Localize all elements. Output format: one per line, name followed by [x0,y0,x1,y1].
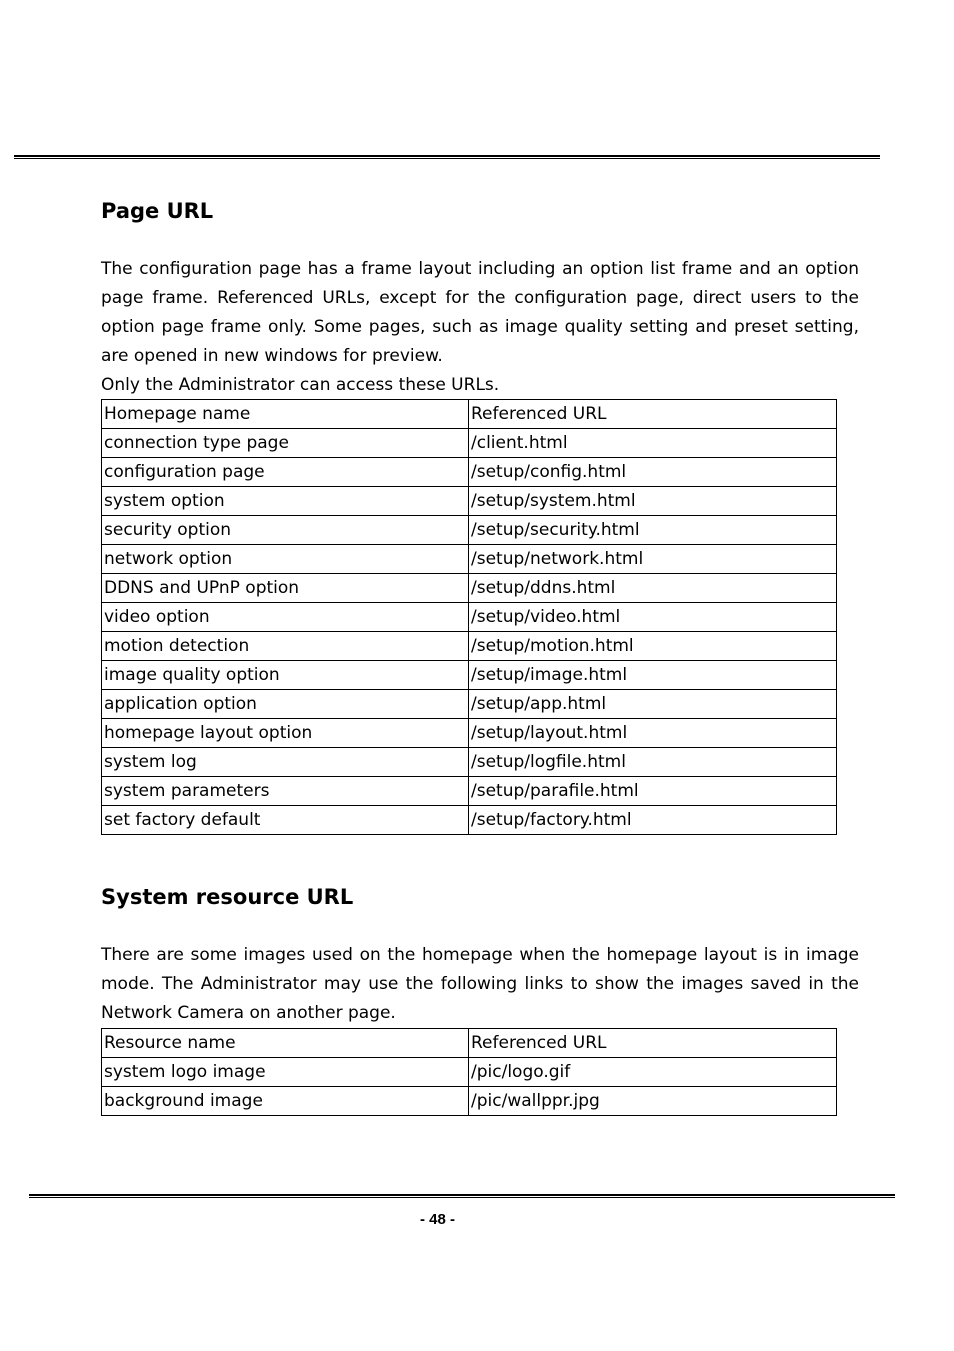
table-row [102,574,837,603]
page-number: - 48 - [419,1211,455,1228]
table-row [102,748,837,777]
section-title-page-url: Page URL [101,199,214,223]
row-url-cell: /setup/motion.html [469,632,837,661]
row-url-cell: /setup/parafile.html [469,777,837,806]
table-row [102,487,837,516]
row-url-cell: /setup/security.html [469,516,837,545]
row-name-cell: image quality option [102,661,469,690]
row-url-cell: /setup/image.html [469,661,837,690]
row-url-cell: /setup/factory.html [469,806,837,835]
table-row [102,545,837,574]
row-url-cell: /setup/layout.html [469,719,837,748]
row-name-cell: connection type page [102,429,469,458]
paragraph-line: There are some images used on the homepage when the homepage layout is in image [101,945,859,965]
system-resource-paragraph [101,941,859,1028]
table-header-row [102,400,837,429]
paragraph-line: The configuration page has a frame layout including an option list frame and an option [101,259,859,279]
table-row [102,690,837,719]
table-row [102,632,837,661]
page-url-paragraph [101,255,859,400]
row-name-cell: DDNS and UPnP option [102,574,469,603]
paragraph-line: Network Camera on another page. [101,1003,396,1023]
resource-url-table [101,1028,837,1116]
row-name-cell: video option [102,603,469,632]
row-name-cell: configuration page [102,458,469,487]
row-name-cell: application option [102,690,469,719]
column-header-name: Homepage name [102,400,469,429]
table-row [102,777,837,806]
table-row [102,603,837,632]
column-header-name: Resource name [102,1029,469,1058]
row-name-cell: system parameters [102,777,469,806]
paragraph-line: option page frame only. Some pages, such as image quality setting and preset setting, [101,317,859,337]
row-url-cell: /setup/network.html [469,545,837,574]
table-row [102,661,837,690]
paragraph-line: mode. The Administrator may use the following links to show the images saved in the [101,974,859,994]
table-row [102,458,837,487]
row-url-cell: /client.html [469,429,837,458]
table-row [102,1087,837,1116]
row-url-cell: /setup/logfile.html [469,748,837,777]
page-url-table [101,399,837,835]
table-row [102,429,837,458]
footer-rule [29,1194,895,1198]
row-name-cell: background image [102,1087,469,1116]
row-name-cell: motion detection [102,632,469,661]
row-name-cell: system log [102,748,469,777]
row-name-cell: security option [102,516,469,545]
table-row [102,516,837,545]
section-title-system-resource-url: System resource URL [101,885,354,909]
paragraph-line: page frame. Referenced URLs, except for the configuration page, direct users to the [101,288,859,308]
table-row [102,1058,837,1087]
row-name-cell: system logo image [102,1058,469,1087]
row-url-cell: /setup/ddns.html [469,574,837,603]
row-url-cell: /setup/app.html [469,690,837,719]
row-url-cell: /setup/system.html [469,487,837,516]
row-name-cell: network option [102,545,469,574]
column-header-url: Referenced URL [469,400,837,429]
header-rule [14,155,880,159]
table-row [102,719,837,748]
column-header-url: Referenced URL [469,1029,837,1058]
table-header-row [102,1029,837,1058]
row-name-cell: set factory default [102,806,469,835]
row-url-cell: /setup/video.html [469,603,837,632]
row-name-cell: homepage layout option [102,719,469,748]
row-url-cell: /pic/wallppr.jpg [469,1087,837,1116]
table-row [102,806,837,835]
row-url-cell: /setup/config.html [469,458,837,487]
admin-note: Only the Administrator can access these URLs. [101,375,500,395]
paragraph-line: are opened in new windows for preview. [101,346,443,366]
row-name-cell: system option [102,487,469,516]
row-url-cell: /pic/logo.gif [469,1058,837,1087]
